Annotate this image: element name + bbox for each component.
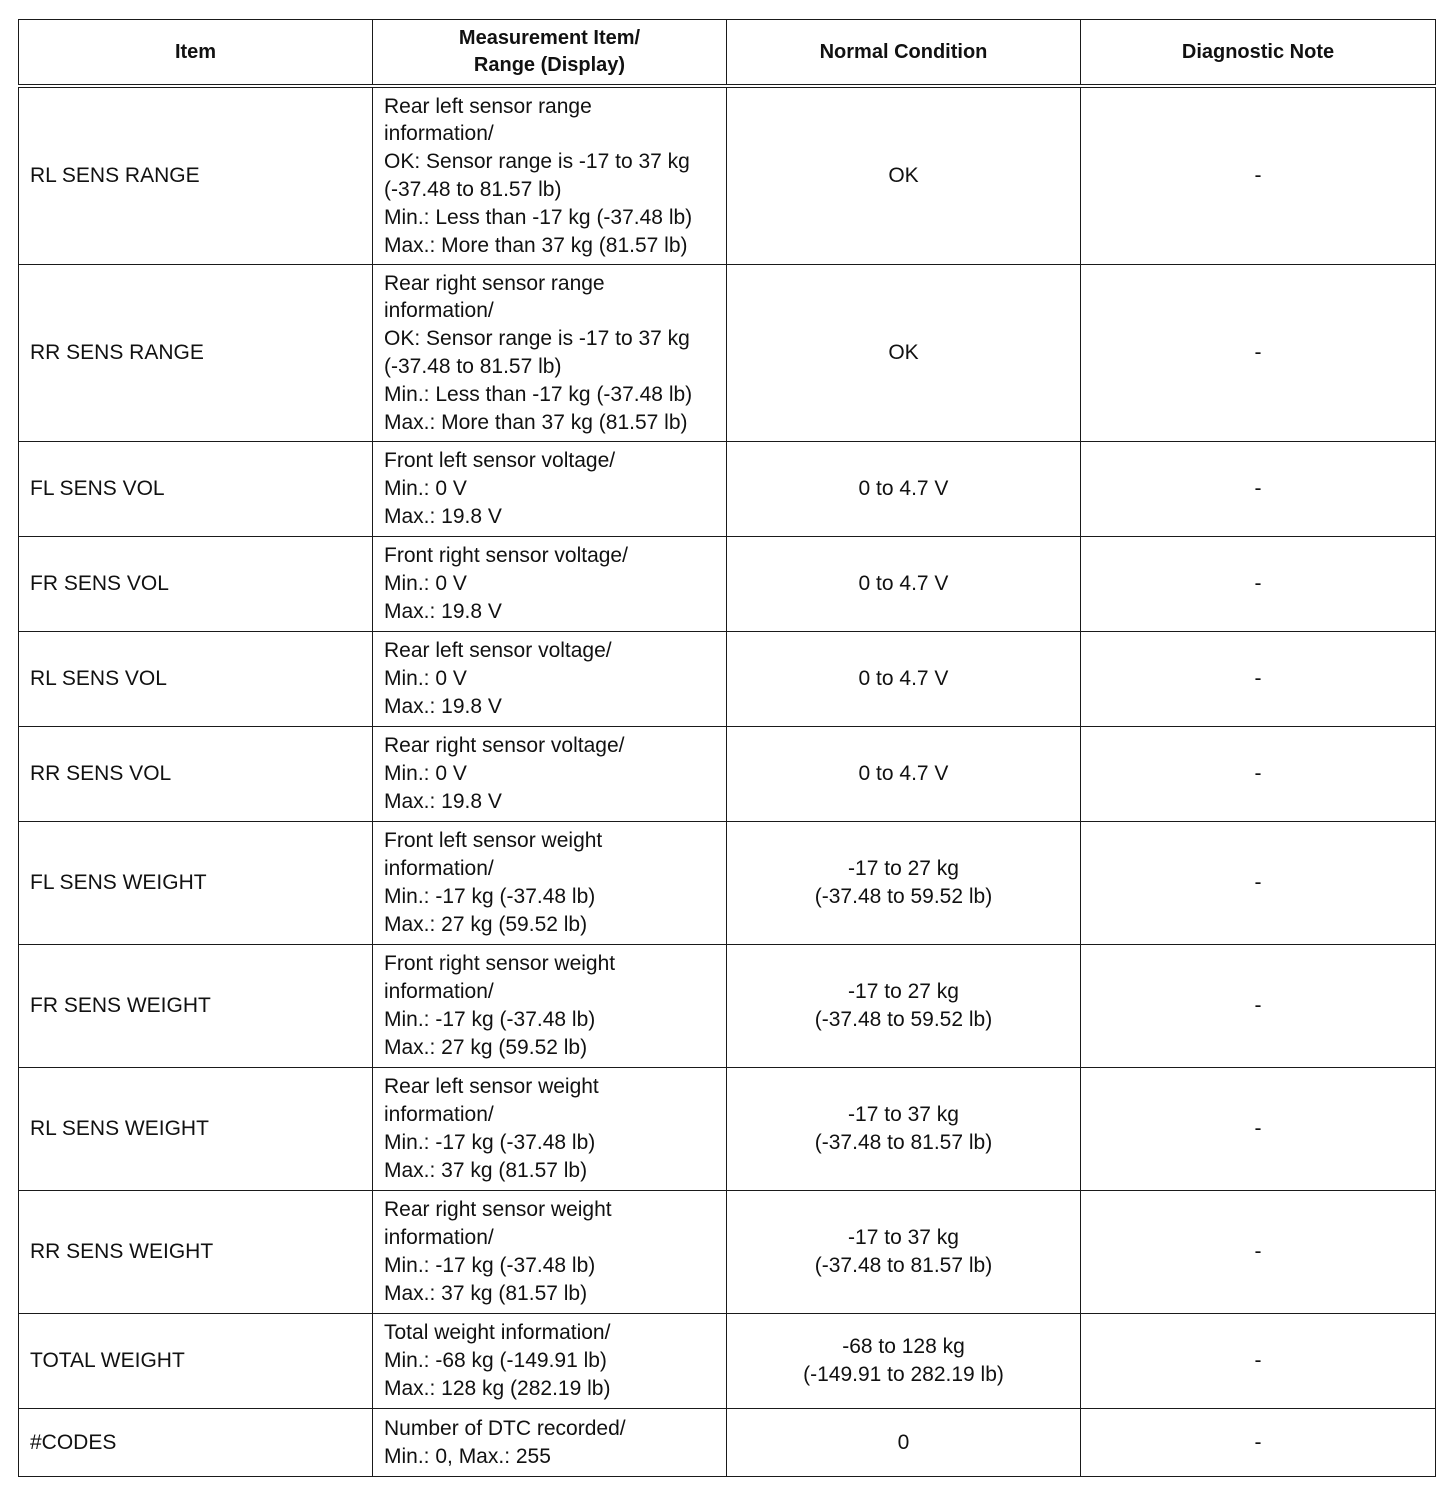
- table-row: [19, 86, 1436, 265]
- measurement-line: Min.: Less than -17 kg (-37.48 lb): [384, 205, 693, 229]
- normal-condition-line: 0 to 4.7 V: [858, 667, 949, 691]
- header-measurement: [373, 20, 727, 87]
- measurement-line: information/: [384, 122, 494, 146]
- item-cell: RR SENS VOL: [19, 727, 373, 822]
- table-row: [19, 537, 1436, 632]
- table-row: [19, 1191, 1436, 1314]
- table-row: [19, 727, 1436, 822]
- table-row: [19, 265, 1436, 442]
- measurement-line: Total weight information/: [384, 1321, 611, 1345]
- measurement-line: Max.: 37 kg (81.57 lb): [384, 1158, 588, 1182]
- measurement-line: Front right sensor voltage/: [384, 544, 628, 568]
- normal-condition-line: OK: [888, 341, 919, 365]
- measurement-line: Min.: Less than -17 kg (-37.48 lb): [384, 382, 693, 406]
- normal-condition-line: (-37.48 to 81.57 lb): [814, 1254, 993, 1277]
- normal-condition-line: 0: [897, 1430, 910, 1454]
- item-cell: FL SENS VOL: [19, 442, 373, 537]
- measurement-line: Min.: -17 kg (-37.48 lb): [384, 885, 596, 908]
- measurement-line: OK: Sensor range is -17 to 37 kg: [384, 150, 690, 174]
- measurement-line: information/: [384, 857, 494, 881]
- diagnostic-note-cell: -: [1081, 442, 1436, 537]
- measurement-line: Min.: -17 kg (-37.48 lb): [384, 1254, 596, 1277]
- normal-condition-cell: [727, 1191, 1081, 1314]
- item-cell: RR SENS WEIGHT: [19, 1191, 373, 1314]
- measurement-cell: [373, 1409, 727, 1477]
- item-cell: FR SENS VOL: [19, 537, 373, 632]
- normal-condition-cell: [727, 632, 1081, 727]
- measurement-line: Rear right sensor voltage/: [384, 734, 625, 758]
- data-list-table-container: [18, 19, 1435, 1477]
- normal-condition-line: (-37.48 to 81.57 lb): [814, 1131, 993, 1154]
- diagnostic-note-cell: -: [1081, 727, 1436, 822]
- measurement-line: Front left sensor voltage/: [384, 449, 616, 473]
- header-measurement-line: Range (Display): [473, 54, 626, 76]
- measurement-cell: [373, 1314, 727, 1409]
- header-normal-condition: Normal Condition: [727, 20, 1081, 87]
- measurement-line: Max.: More than 37 kg (81.57 lb): [384, 233, 688, 257]
- measurement-cell: [373, 1068, 727, 1191]
- measurement-cell: [373, 632, 727, 727]
- table-header-row: [19, 20, 1436, 87]
- measurement-line: Rear left sensor weight: [384, 1075, 599, 1099]
- item-cell: #CODES: [19, 1409, 373, 1477]
- normal-condition-line: -17 to 27 kg: [848, 980, 959, 1004]
- normal-condition-cell: [727, 537, 1081, 632]
- diagnostic-note-cell: -: [1081, 86, 1436, 265]
- normal-condition-line: 0 to 4.7 V: [858, 477, 949, 501]
- header-diagnostic-note: Diagnostic Note: [1081, 20, 1436, 87]
- measurement-line: Min.: -17 kg (-37.48 lb): [384, 1131, 596, 1154]
- data-list-table: [18, 19, 1436, 1477]
- normal-condition-line: -17 to 27 kg: [848, 857, 959, 881]
- measurement-line: (-37.48 to 81.57 lb): [384, 178, 562, 201]
- table-row: [19, 1314, 1436, 1409]
- measurement-line: Min.: 0, Max.: 255: [384, 1444, 551, 1468]
- normal-condition-cell: [727, 822, 1081, 945]
- normal-condition-line: 0 to 4.7 V: [858, 762, 949, 786]
- diagnostic-note-cell: -: [1081, 1409, 1436, 1477]
- diagnostic-note-cell: -: [1081, 537, 1436, 632]
- item-cell: RL SENS VOL: [19, 632, 373, 727]
- normal-condition-cell: [727, 265, 1081, 442]
- normal-condition-cell: [727, 86, 1081, 265]
- table-row: [19, 945, 1436, 1068]
- diagnostic-note-cell: -: [1081, 822, 1436, 945]
- normal-condition-line: (-149.91 to 282.19 lb): [803, 1363, 1004, 1386]
- normal-condition-line: -17 to 37 kg: [848, 1103, 959, 1127]
- item-cell: FL SENS WEIGHT: [19, 822, 373, 945]
- measurement-line: Rear left sensor voltage/: [384, 639, 612, 663]
- measurement-line: Max.: 19.8 V: [384, 599, 502, 623]
- table-row: [19, 1409, 1436, 1477]
- measurement-line: Max.: 27 kg (59.52 lb): [384, 1035, 588, 1059]
- measurement-line: Min.: 0 V: [384, 477, 467, 501]
- measurement-line: (-37.48 to 81.57 lb): [384, 355, 562, 378]
- normal-condition-cell: [727, 1068, 1081, 1191]
- diagnostic-note-cell: -: [1081, 945, 1436, 1068]
- measurement-line: Max.: 19.8 V: [384, 694, 502, 718]
- measurement-cell: [373, 727, 727, 822]
- measurement-line: Max.: 27 kg (59.52 lb): [384, 912, 588, 936]
- table-row: [19, 1068, 1436, 1191]
- measurement-line: OK: Sensor range is -17 to 37 kg: [384, 327, 690, 351]
- normal-condition-cell: [727, 442, 1081, 537]
- measurement-cell: [373, 1191, 727, 1314]
- normal-condition-line: -17 to 37 kg: [848, 1226, 959, 1250]
- measurement-line: Max.: More than 37 kg (81.57 lb): [384, 410, 688, 434]
- diagnostic-note-cell: -: [1081, 265, 1436, 442]
- measurement-line: Rear right sensor range: [384, 271, 605, 295]
- table-row: [19, 632, 1436, 727]
- measurement-cell: [373, 265, 727, 442]
- normal-condition-line: 0 to 4.7 V: [858, 572, 949, 596]
- item-cell: RL SENS RANGE: [19, 86, 373, 265]
- normal-condition-line: OK: [888, 164, 919, 188]
- diagnostic-note-cell: -: [1081, 1314, 1436, 1409]
- header-item: Item: [19, 20, 373, 87]
- measurement-line: information/: [384, 1226, 494, 1250]
- diagnostic-note-cell: -: [1081, 1068, 1436, 1191]
- measurement-line: Min.: 0 V: [384, 667, 467, 691]
- item-cell: RR SENS RANGE: [19, 265, 373, 442]
- normal-condition-cell: [727, 727, 1081, 822]
- item-cell: RL SENS WEIGHT: [19, 1068, 373, 1191]
- normal-condition-cell: [727, 1409, 1081, 1477]
- measurement-line: information/: [384, 299, 494, 323]
- measurement-line: Front right sensor weight: [384, 952, 616, 976]
- normal-condition-cell: [727, 1314, 1081, 1409]
- item-cell: TOTAL WEIGHT: [19, 1314, 373, 1409]
- measurement-line: Min.: 0 V: [384, 572, 467, 596]
- measurement-line: Max.: 37 kg (81.57 lb): [384, 1281, 588, 1305]
- measurement-line: information/: [384, 1103, 494, 1127]
- table-row: [19, 822, 1436, 945]
- measurement-cell: [373, 442, 727, 537]
- diagnostic-note-cell: -: [1081, 1191, 1436, 1314]
- item-cell: FR SENS WEIGHT: [19, 945, 373, 1068]
- measurement-line: Rear left sensor range: [384, 94, 592, 118]
- measurement-line: Min.: -17 kg (-37.48 lb): [384, 1008, 596, 1031]
- measurement-line: Min.: -68 kg (-149.91 lb): [384, 1349, 607, 1373]
- normal-condition-line: (-37.48 to 59.52 lb): [814, 1008, 993, 1031]
- measurement-cell: [373, 86, 727, 265]
- normal-condition-line: -68 to 128 kg: [842, 1335, 965, 1359]
- measurement-line: information/: [384, 980, 494, 1004]
- header-measurement-line: Measurement Item/: [458, 27, 641, 49]
- table-row: [19, 442, 1436, 537]
- measurement-line: Max.: 19.8 V: [384, 789, 502, 813]
- measurement-cell: [373, 945, 727, 1068]
- normal-condition-line: (-37.48 to 59.52 lb): [814, 885, 993, 908]
- normal-condition-cell: [727, 945, 1081, 1068]
- diagnostic-note-cell: -: [1081, 632, 1436, 727]
- measurement-line: Number of DTC recorded/: [384, 1416, 626, 1440]
- measurement-line: Rear right sensor weight: [384, 1198, 612, 1222]
- measurement-line: Max.: 128 kg (282.19 lb): [384, 1376, 611, 1400]
- measurement-cell: [373, 537, 727, 632]
- measurement-line: Max.: 19.8 V: [384, 504, 502, 528]
- measurement-line: Min.: 0 V: [384, 762, 467, 786]
- measurement-line: Front left sensor weight: [384, 829, 603, 853]
- measurement-cell: [373, 822, 727, 945]
